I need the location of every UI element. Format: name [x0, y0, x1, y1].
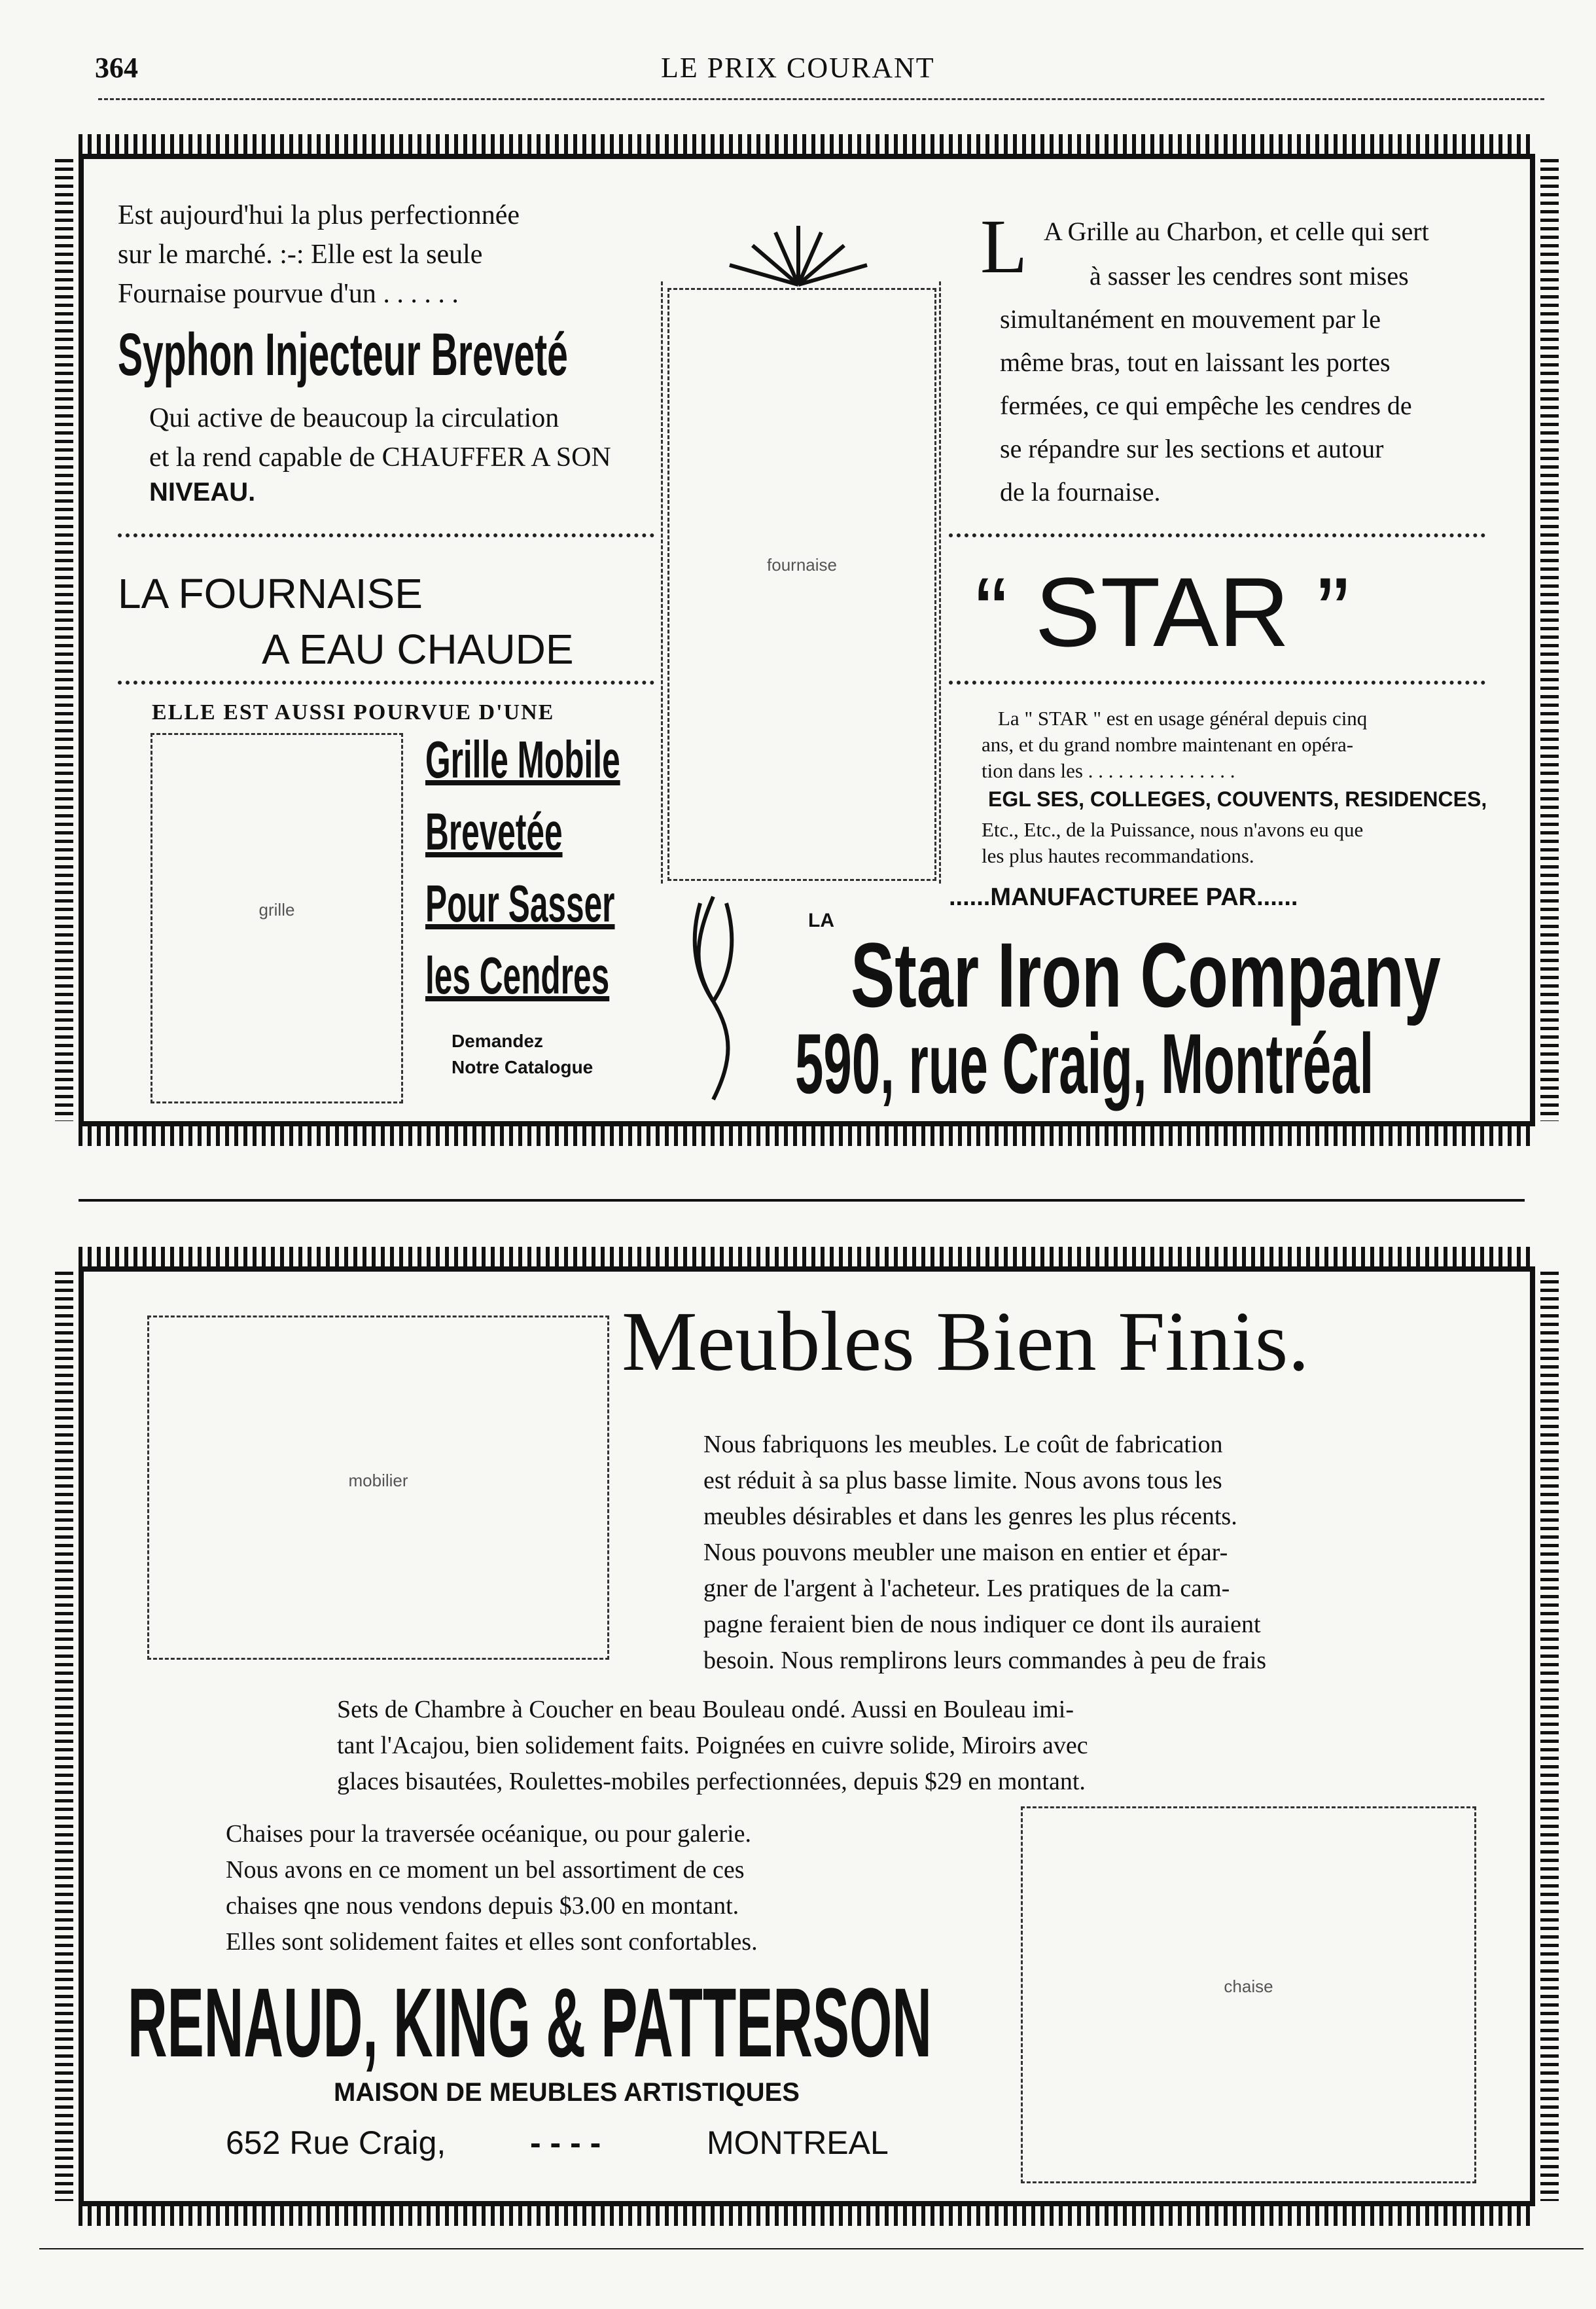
- rule-left-2: [118, 681, 654, 685]
- furnace-illustration: [667, 288, 936, 881]
- firm-city: MONTREAL: [707, 2124, 889, 2161]
- center-right-rule: [939, 281, 941, 884]
- intro-line-1: Est aujourd'hui la plus perfectionnée: [118, 200, 520, 230]
- para2-line-3: glaces bisautées, Roulettes-mobiles perfectionnées, depuis $29 en montant.: [337, 1768, 1086, 1795]
- deck-chair-illustration-caption: chaise: [1224, 1976, 1273, 1996]
- para2-line-1: Sets de Chambre à Coucher en beau Bouleau ondé. Aussi en Bouleau imi-: [337, 1696, 1074, 1723]
- right-para-line-7: de la fournaise.: [1000, 477, 1161, 507]
- left-border-comb-2: [55, 1272, 73, 2201]
- firm-subtitle: MAISON DE MEUBLES ARTISTIQUES: [334, 2078, 800, 2107]
- feature-title: Syphon Injecteur Breveté: [118, 321, 568, 388]
- center-left-rule: [661, 281, 663, 884]
- demandez-line-2: Notre Catalogue: [452, 1057, 594, 1077]
- meubles-headline: Meubles Bien Finis.: [622, 1295, 1309, 1389]
- para3-line-3: chaises qne nous vendons depuis $3.00 en montant.: [226, 1892, 739, 1920]
- right-para-line-5: fermées, ce qui empêche les cendres de: [1000, 391, 1412, 420]
- firm-name: RENAUD, KING & PATTERSON: [128, 1967, 932, 2077]
- right-border-comb-2: [1540, 1272, 1559, 2201]
- dropcap-l: L: [980, 204, 1028, 289]
- usage-line-1: La " STAR " est en usage général depuis cinq: [998, 707, 1368, 730]
- firm-address-dashes: - - - -: [530, 2124, 601, 2161]
- usage-line-4: EGL SES, COLLEGES, COUVENTS, RESIDENCES,: [988, 787, 1487, 811]
- section-divider: [79, 1199, 1525, 1202]
- feature-line-3: NIVEAU.: [149, 478, 256, 507]
- left-border-comb: [55, 159, 73, 1121]
- brand-star: “ STAR ”: [975, 557, 1350, 667]
- rule-right-2: [949, 681, 1485, 685]
- running-title: LE PRIX COURANT: [661, 52, 935, 84]
- right-para-line-6: se répandre sur les sections et autour: [1000, 434, 1384, 463]
- company-address: 590, rue Craig, Montréal: [795, 1016, 1374, 1111]
- para1-line-1: Nous fabriquons les meubles. Le coût de fabrication: [703, 1431, 1223, 1458]
- usage-line-6: les plus hautes recommandations.: [982, 844, 1254, 867]
- usage-line-2: ans, et du grand nombre maintenant en opéra-: [982, 733, 1354, 756]
- company-name: Star Iron Company: [851, 923, 1441, 1026]
- pourvue-line: ELLE EST AUSSI POURVUE D'UNE: [152, 700, 555, 725]
- rule-right-1: [949, 533, 1485, 537]
- para2-line-2: tant l'Acajou, bien solidement faits. Poignées en cuivre solide, Miroirs avec: [337, 1732, 1088, 1759]
- right-para-line-3: simultanément en mouvement par le: [1000, 304, 1381, 334]
- para1-line-2: est réduit à sa plus basse limite. Nous avons tous les: [703, 1467, 1222, 1494]
- feature-line-2: et la rend capable de CHAUFFER A SON: [149, 442, 611, 473]
- intro-line-3: Fournaise pourvue d'un . . . . . .: [118, 279, 459, 309]
- para1-line-7: besoin. Nous remplirons leurs commandes à peu de frais: [703, 1647, 1267, 1674]
- para1-line-3: meubles désirables et dans les genres les plus récents.: [703, 1503, 1237, 1530]
- demandez-line-1: Demandez: [452, 1031, 544, 1051]
- feature-line-1: Qui active de beaucoup la circulation: [149, 403, 559, 433]
- usage-line-3: tion dans les . . . . . . . . . . . . . . .: [982, 759, 1235, 782]
- rule-left-1: [118, 533, 654, 537]
- intro-line-2: sur le marché. :-: Elle est la seule: [118, 240, 483, 270]
- grille-line-4: les Cendres: [425, 946, 610, 1005]
- sunburst-ornament: [713, 216, 883, 288]
- grille-line-3: Pour Sasser: [425, 874, 615, 933]
- usage-line-5: Etc., Etc., de la Puissance, nous n'avons eu que: [982, 818, 1364, 841]
- bedroom-set-illustration: [147, 1316, 609, 1660]
- fournaise-line-2: A EAU CHAUDE: [262, 626, 574, 673]
- para1-line-6: pagne feraient bien de nous indiquer ce dont ils auraient: [703, 1611, 1261, 1638]
- manufacturee-par: ......MANUFACTUREE PAR......: [949, 884, 1298, 911]
- furnace-illustration-caption: fournaise: [767, 555, 837, 575]
- para3-line-4: Elles sont solidement faites et elles sont confortables.: [226, 1928, 758, 1956]
- fournaise-line-1: LA FOURNAISE: [118, 570, 423, 617]
- para1-line-5: gner de l'argent à l'acheteur. Les pratiques de la cam-: [703, 1575, 1230, 1602]
- right-para-line-2: à sasser les cendres sont mises: [1090, 261, 1409, 291]
- page-number: 364: [95, 52, 138, 84]
- grille-line-2: Brevetée: [425, 802, 563, 861]
- la-label: LA: [808, 910, 834, 931]
- deck-chair-illustration: [1021, 1806, 1476, 2183]
- para3-line-1: Chaises pour la traversée océanique, ou pour galerie.: [226, 1820, 751, 1848]
- flourish-ornament: [674, 890, 753, 1106]
- right-para-line-1: A Grille au Charbon, et celle qui sert: [1044, 217, 1429, 246]
- footer-rule: [39, 2248, 1584, 2249]
- grate-illustration: [151, 733, 403, 1103]
- para3-line-2: Nous avons en ce moment un bel assortiment de ces: [226, 1856, 745, 1884]
- bedroom-set-illustration-caption: mobilier: [348, 1471, 408, 1490]
- firm-address: 652 Rue Craig,: [226, 2124, 446, 2161]
- right-border-comb: [1540, 159, 1559, 1121]
- grille-line-1: Grille Mobile: [425, 730, 620, 789]
- header-rule: [98, 98, 1544, 100]
- right-para-line-4: même bras, tout en laissant les portes: [1000, 348, 1391, 377]
- grate-illustration-caption: grille: [258, 900, 295, 920]
- para1-line-4: Nous pouvons meubler une maison en entier et épar-: [703, 1539, 1228, 1566]
